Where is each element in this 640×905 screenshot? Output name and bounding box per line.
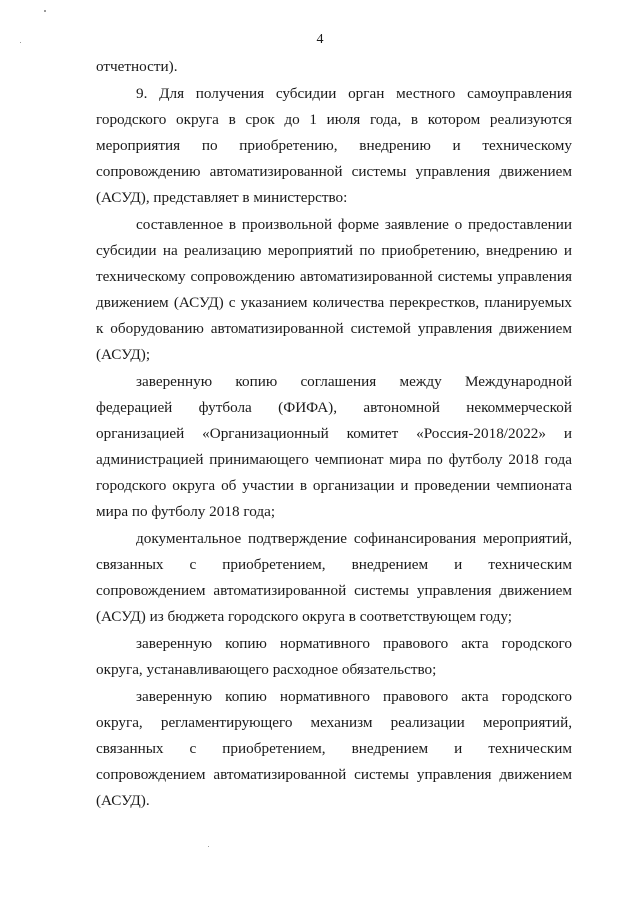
- document-body: [96, 54, 572, 814]
- paragraph-item-9: 9. Для получения субсидии орган местного самоуправления городского округа в срок до 1 июля года, в котором реализуются мероприятия по приобретению, внедрению и техническому сопровождению автоматизированной системы управления движением (АСУД), представляет в министерство:: [96, 85, 572, 206]
- paragraph-application: составленное в произвольной форме заявление о предоставлении субсидии на реализацию мероприятий по приобретению, внедрению и техническому сопровождению автоматизированной системы управления движением (АСУД) с указанием количества перекрестков, планируемых к оборудованию автоматизированной системой управления движением (АСУД);: [96, 216, 572, 363]
- scan-mark-bottom: [208, 846, 209, 847]
- scan-mark-top-left: [44, 10, 46, 12]
- page-number: 4: [316, 32, 324, 47]
- paragraph-expense-obligation: заверенную копию нормативного правового акта городского округа, устанавливающего расходное обязательство;: [96, 635, 572, 678]
- paragraph-cofinancing: документальное подтверждение софинансирования мероприятий, связанных с приобретением, внедрением и техническим сопровождением автоматизированной системы управления движением (АСУД) из бюджета городского округа в соответствующем году;: [96, 530, 572, 625]
- paragraph-implementation-mechanism: заверенную копию нормативного правового акта городского округа, регламентирующего механизм реализации мероприятий, связанных с приобретением, внедрением и техническим сопровождением автоматизированной системы управления движением (АСУД).: [96, 688, 572, 809]
- paragraph-continuation: отчетности).: [96, 58, 178, 75]
- paragraph-fifa-agreement: заверенную копию соглашения между Международной федерацией футбола (ФИФА), автономной некоммерческой организацией «Организационный комитет «Россия-2018/2022» и администрацией принимающего чемпионат мира по футболу 2018 года городского округа об участии в организации и проведении чемпионата мира по футболу 2018 года;: [96, 373, 572, 520]
